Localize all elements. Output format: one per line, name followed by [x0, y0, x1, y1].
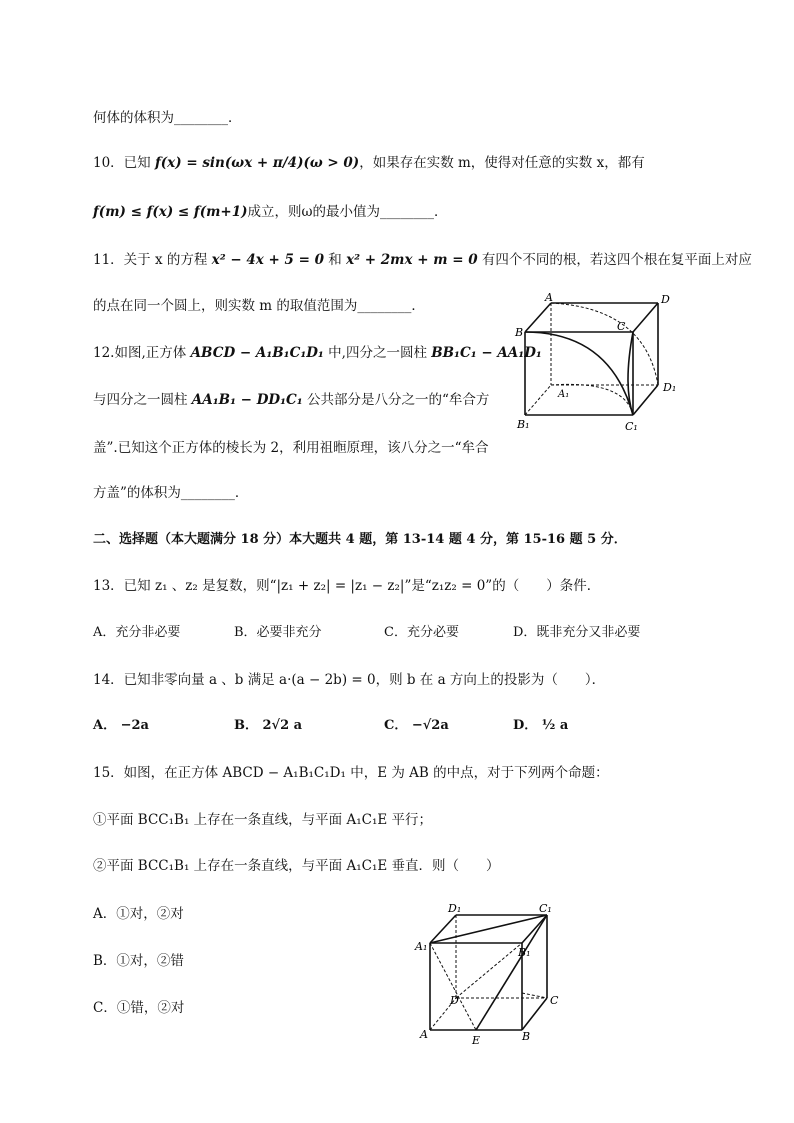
problem-11-line-2: 的点在同一个圆上，则实数 m 的取值范围为________．	[93, 298, 425, 314]
cylinder-2: AA₁B₁ − DD₁C₁	[191, 392, 303, 408]
fig2-label-a1: A₁	[415, 940, 428, 953]
problem-14-option-a: A． −2a	[93, 718, 149, 733]
problem-13-option-c: C．充分必要	[384, 625, 459, 640]
problem-10-inequality: f(m) ≤ f(x) ≤ f(m+1)	[93, 204, 248, 220]
fig2-label-d: D	[450, 994, 459, 1007]
fig1-label-d1: D₁	[663, 381, 677, 394]
fig1-label-b: B	[515, 326, 524, 339]
problem-13: 13．已知 z₁ 、z₂ 是复数，则“|z₁ + z₂| = |z₁ − z₂|”是“z₁z₂ = 0”的（ ）条件．	[93, 578, 601, 594]
problem-15-option-a: A．①对，②对	[93, 906, 184, 922]
cube-figure-2	[412, 898, 572, 1048]
problem-12-line-3: 盖”.已知这个正方体的棱长为 2，利用祖暅原理，该八分之一“牟合	[93, 440, 489, 456]
problem-14-option-c: C． −√2a	[384, 718, 449, 733]
fig1-label-c1: C₁	[625, 420, 638, 433]
problem-10-question: 成立，则ω的最小值为________．	[247, 204, 448, 220]
proposition-1: ①平面 BCC₁B₁ 上存在一条直线，与平面 A₁C₁E 平行；	[93, 812, 432, 828]
problem-10-function: f(x) = sin(ωx + π/4)(ω > 0)	[154, 155, 360, 171]
problem-10-number: 10．已知	[93, 155, 155, 171]
fig2-label-e: E	[472, 1034, 481, 1047]
fig2-label-d1: D₁	[448, 902, 462, 915]
problem-12-line-4: 方盖”的体积为________．	[93, 485, 249, 501]
fig2-label-c1: C₁	[539, 902, 552, 915]
problem-15-option-b: B．①对，②错	[93, 953, 184, 969]
problem-14: 14．已知非零向量 a 、b 满足 a·(a − 2b) = 0，则 b 在 a 方向上的投影为（ ）．	[93, 672, 606, 688]
fig1-label-d: D	[661, 293, 670, 306]
problem-11-and: 和	[324, 252, 347, 268]
fig1-label-c: C	[617, 320, 626, 333]
equation-2: x² + 2mx + m = 0	[346, 252, 478, 268]
problem-13-option-d: D．既非充分又非必要	[513, 625, 641, 640]
problem-10-line-2	[93, 202, 448, 222]
fig1-label-a1: A₁	[558, 389, 570, 400]
problem-15: 15．如图，在正方体 ABCD − A₁B₁C₁D₁ 中，E 为 AB 的中点，对于下列两个命题：	[93, 765, 609, 781]
fig2-label-b: B	[522, 1030, 531, 1043]
problem-12-text-2: 与四分之一圆柱	[93, 392, 192, 408]
problem-12-line-1	[93, 343, 542, 363]
fig1-label-a: A	[545, 291, 553, 304]
problem-12-text: 中,四分之一圆柱	[323, 345, 432, 361]
problem-11-number: 11．关于 x 的方程	[93, 252, 212, 268]
problem-13-option-a: A．充分非必要	[93, 625, 181, 640]
problem-14-option-d: D． ½ a	[513, 718, 569, 733]
fig1-label-b1: B₁	[517, 418, 530, 431]
problem-12-line-2	[93, 390, 489, 410]
cylinder-1: BB₁C₁ − AA₁D₁	[431, 345, 542, 361]
fig2-label-b1: B₁	[518, 946, 531, 959]
problem-13-option-b: B．必要非充分	[234, 625, 322, 640]
equation-1: x² − 4x + 5 = 0	[211, 252, 324, 268]
fig2-label-c: C	[550, 994, 559, 1007]
line-1: 何体的体积为________．	[93, 110, 242, 126]
problem-10-text: ，如果存在实数 m，使得对任意的实数 x，都有	[359, 155, 645, 171]
problem-12-number: 12.如图,正方体	[93, 345, 191, 361]
cube-name: ABCD − A₁B₁C₁D₁	[190, 345, 324, 361]
section-2-heading: 二、选择题（本大题满分 18 分）本大题共 4 题，第 13-14 题 4 分，第 15-16 题 5 分．	[93, 532, 627, 547]
problem-14-option-b: B． 2√2 a	[234, 718, 303, 733]
fig2-label-a: A	[420, 1028, 428, 1041]
problem-11-line-1	[93, 250, 752, 270]
problem-10-line-1	[93, 153, 645, 173]
problem-12-text-3: 公共部分是八分之一的“牟合方	[302, 392, 490, 408]
problem-11-text: 有四个不同的根，若这四个根在复平面上对应	[477, 252, 752, 268]
cube-figure-1	[505, 290, 700, 435]
problem-15-option-c: C．①错，②对	[93, 1000, 185, 1016]
proposition-2: ②平面 BCC₁B₁ 上存在一条直线，与平面 A₁C₁E 垂直．则（ ）	[93, 858, 500, 874]
